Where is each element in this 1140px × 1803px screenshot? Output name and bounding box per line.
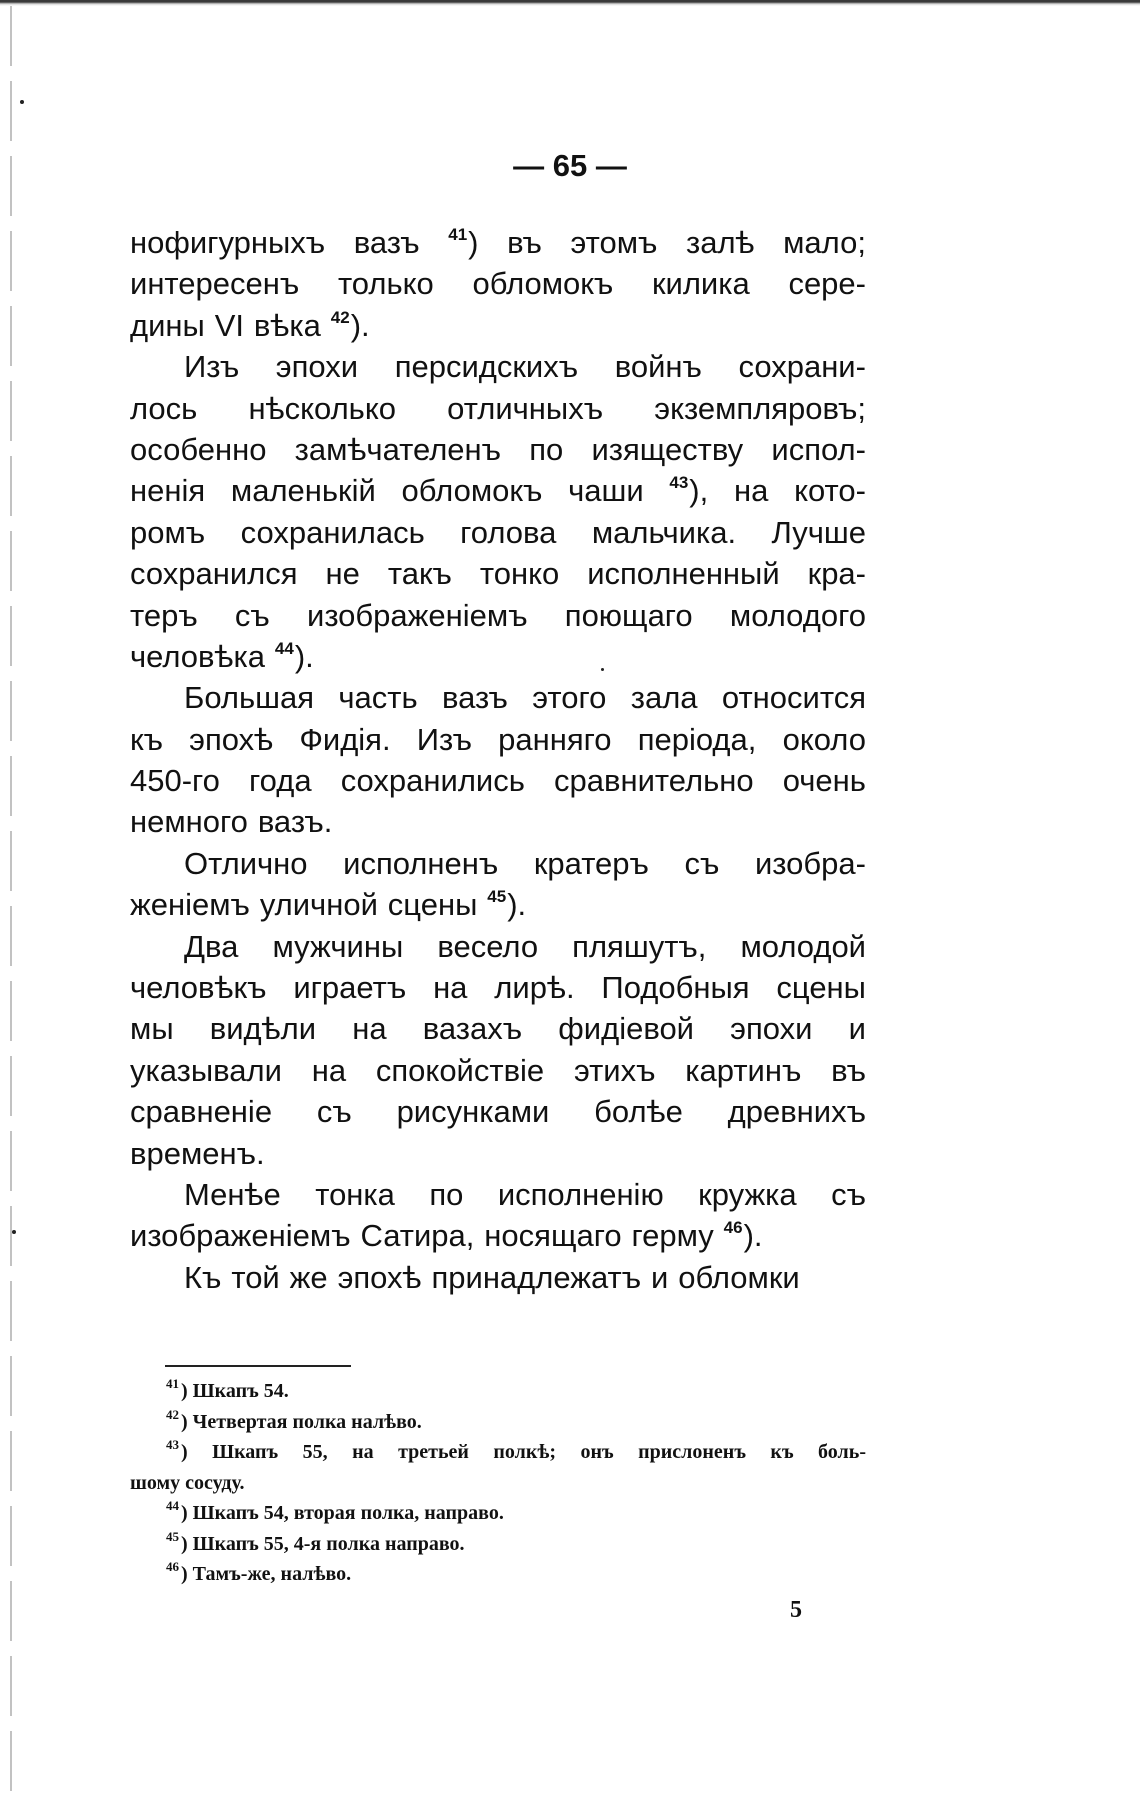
word: съ (234, 597, 270, 633)
word: лирѣ. (494, 970, 575, 1006)
word: VI (214, 307, 245, 343)
word: вазъ (442, 680, 508, 716)
footnote-line (130, 1407, 866, 1438)
paragraph (130, 926, 866, 1174)
footnote-mark: 46 (166, 1559, 179, 1574)
word: сохрани- (738, 349, 866, 385)
word: же (289, 1259, 328, 1295)
footnote-ref-number: 45 (487, 887, 507, 907)
scan-edge-top (0, 0, 1140, 6)
text-line (130, 801, 866, 842)
word: древнихъ (727, 1094, 866, 1130)
word: болѣе (594, 1094, 683, 1130)
text-line (130, 760, 866, 801)
word: обломокъ (472, 266, 614, 302)
word: молодого (729, 597, 866, 633)
word: тонка (315, 1176, 395, 1212)
word: изяществу (591, 431, 744, 467)
paragraph (130, 346, 866, 677)
text-line (130, 470, 866, 511)
word: сохранились (340, 763, 525, 799)
word: человѣкъ (130, 970, 267, 1006)
word: Менѣе (184, 1176, 281, 1212)
word: Изъ (184, 349, 240, 385)
word: этихъ (573, 1052, 656, 1088)
word: такъ (387, 556, 452, 592)
word: мужчины (272, 928, 404, 964)
word: залѣ (685, 225, 755, 260)
word: маленькій (230, 473, 376, 509)
word: по (529, 431, 564, 467)
footnote-line (130, 1498, 866, 1529)
footnote-reference: $^{46}$). (723, 1218, 763, 1254)
word: лось (130, 390, 198, 426)
footnote-text: ) Тамъ-же, налѣво. (181, 1563, 352, 1585)
word: вазъ. (257, 804, 333, 840)
word: килика (651, 266, 750, 302)
word: носящаго (484, 1218, 622, 1254)
footnote-line (130, 1468, 866, 1499)
word: сравнительно (554, 763, 754, 799)
word: и (651, 1259, 669, 1295)
word: испол- (771, 431, 866, 467)
footnote-text: шому сосуду. (130, 1471, 245, 1494)
word: рисунками (396, 1094, 550, 1130)
word: съ (831, 1176, 866, 1212)
word: герму (631, 1218, 714, 1254)
word: періода, (637, 721, 757, 757)
word: сере- (788, 266, 866, 302)
text-line (130, 884, 866, 925)
word: мы (130, 1011, 174, 1047)
word: Фидія. (299, 721, 391, 757)
word: кратеръ (533, 845, 649, 881)
word: Къ (184, 1259, 222, 1295)
text-line (130, 222, 866, 263)
footnote-text: ) Шкапъ 55, 4-я полка направо. (181, 1532, 465, 1555)
word: съ (684, 845, 720, 881)
word: кра- (807, 556, 866, 592)
text-line (130, 719, 866, 760)
word: на (311, 1052, 347, 1088)
word: немного (130, 804, 248, 840)
word: замѣчателенъ (294, 431, 502, 467)
word: отличныхъ (447, 390, 604, 426)
text-line (130, 636, 866, 677)
word: тонко (479, 556, 560, 592)
page-number-top: — 65 — (513, 148, 627, 183)
word: въ (831, 1052, 866, 1088)
footnote-mark: 44 (166, 1498, 179, 1513)
word: Сатира, (360, 1218, 475, 1254)
paragraph (130, 677, 866, 843)
footnote-ref-number: 46 (723, 1218, 743, 1238)
word: войнъ (614, 349, 702, 385)
footnote-mark: 45 (166, 1528, 179, 1544)
text-line (130, 1091, 866, 1132)
word: исполненный (587, 556, 780, 592)
word: играетъ (293, 970, 407, 1006)
word: указывали (130, 1052, 282, 1088)
footnote-line (130, 1529, 866, 1560)
word: изображеніемъ (307, 597, 528, 633)
word: мальчика. (591, 514, 737, 550)
word: мало; (783, 225, 866, 260)
word: эпохѣ (189, 721, 274, 757)
footnotes (130, 1376, 866, 1590)
word: вазахъ (422, 1011, 523, 1047)
word: женіемъ (130, 887, 250, 923)
word: чаши (568, 473, 644, 509)
text-line (130, 967, 866, 1008)
word: на (352, 1011, 387, 1047)
word: кружка (698, 1176, 797, 1212)
word: около (782, 721, 866, 757)
footnote-ref-number: 41 (448, 225, 468, 244)
word: сохранилась (240, 514, 425, 550)
word: исполненъ (343, 845, 499, 881)
word: особенно (130, 431, 267, 467)
text-line (130, 1174, 866, 1215)
footnote-mark: 42 (166, 1406, 179, 1422)
word: по (429, 1176, 464, 1212)
text-line (130, 1215, 866, 1256)
footnote-reference: $^{41}$) (448, 225, 479, 260)
word: сравненіе (130, 1094, 273, 1130)
footnote-line (130, 1437, 866, 1468)
word: очень (782, 763, 866, 799)
word: изобра- (754, 845, 866, 881)
word: весело (437, 928, 539, 964)
footnote-rule (165, 1365, 351, 1367)
word: на (433, 970, 468, 1006)
text-line (130, 553, 866, 594)
word: той (231, 1259, 280, 1295)
word: исполненію (497, 1176, 664, 1212)
word: человѣка (130, 638, 265, 674)
word: картинъ (685, 1052, 802, 1088)
word: принадлежатъ (431, 1259, 642, 1295)
word: сцены (387, 887, 478, 923)
paragraph (130, 843, 866, 926)
word: относится (721, 680, 866, 716)
word: дины (130, 307, 205, 343)
word: эпохи (730, 1011, 813, 1047)
paragraph (130, 1257, 866, 1298)
word: Подобныя (601, 970, 750, 1006)
word: кото- (794, 473, 866, 509)
text-line (130, 843, 866, 884)
footnote-ref-number: 42 (330, 307, 350, 327)
word: Два (184, 928, 239, 964)
word: Изъ (416, 721, 472, 757)
footnote-reference: $^{43}$), (669, 473, 709, 509)
word: видѣли (209, 1011, 317, 1047)
word: Лучше (771, 514, 866, 550)
word: этого (532, 680, 607, 716)
word: эпохи (275, 349, 359, 385)
word: къ (130, 721, 163, 757)
text-line (130, 512, 866, 553)
footnote-line (130, 1559, 866, 1590)
word: эпохѣ (337, 1259, 422, 1295)
word: сохранился (130, 556, 298, 592)
word: не (325, 556, 360, 592)
footnote-text: ) Четвертая полка налѣво. (181, 1410, 422, 1433)
word: ненія (130, 473, 206, 509)
word: ранняго (498, 721, 612, 757)
text-line (130, 1050, 866, 1091)
text-line (130, 429, 866, 470)
footnote-ref-number: 43 (669, 473, 689, 493)
word: и (848, 1011, 866, 1047)
word: часть (338, 680, 418, 716)
word: этомъ (570, 225, 658, 260)
word: только (337, 266, 434, 302)
signature-mark: 5 (790, 1597, 802, 1623)
text-line (130, 1257, 866, 1298)
word: поющаго (564, 597, 693, 633)
footnote-ref-number: 44 (274, 638, 294, 658)
footnote-mark: 43 (166, 1437, 179, 1452)
word: Отлично (184, 845, 308, 881)
word: года (249, 763, 312, 799)
word: спокойствіе (375, 1052, 545, 1088)
scan-edge-left (10, 6, 12, 1796)
text-line (130, 926, 866, 967)
footnote-mark: 41 (166, 1376, 179, 1391)
word: 450-го (130, 763, 220, 799)
word: нѣсколько (248, 390, 396, 426)
text-line (130, 1133, 866, 1174)
word: обломки (678, 1259, 800, 1295)
text-line (130, 677, 866, 718)
word: въ (507, 225, 542, 260)
text-line (130, 346, 866, 387)
word: молодой (740, 928, 866, 964)
text-line (130, 305, 866, 346)
word: пляшутъ, (572, 928, 707, 964)
word: изображеніемъ (130, 1218, 351, 1254)
word: теръ (130, 597, 198, 633)
body-text (130, 222, 866, 1298)
text-line (130, 1008, 866, 1049)
word: ромъ (130, 514, 206, 550)
footnote-text: ) Шкапъ 54, вторая полка, направо. (181, 1502, 504, 1524)
word: персидскихъ (394, 349, 579, 385)
word: интересенъ (130, 266, 300, 302)
footnote-reference: $^{42}$). (330, 307, 370, 343)
word: съ (316, 1094, 352, 1130)
text-line (130, 263, 866, 304)
word: сцены (776, 970, 866, 1006)
footnote-text: ) Шкапъ 54. (181, 1380, 289, 1402)
word: на (733, 473, 769, 509)
word: вѣка (253, 307, 321, 343)
text-line (130, 595, 866, 636)
word: нофигурныхъ (130, 225, 326, 260)
text-line (130, 388, 866, 429)
word: голова (460, 514, 557, 550)
paragraph (130, 1174, 866, 1257)
word: фидіевой (558, 1011, 694, 1047)
word: уличной (259, 887, 378, 923)
word: обломокъ (401, 473, 543, 509)
word: Большая (184, 680, 315, 716)
word: экземпляровъ; (654, 390, 866, 426)
paragraph (130, 222, 866, 346)
footnote-reference: $^{44}$). (274, 638, 314, 674)
footnote-line (130, 1376, 866, 1407)
footnote-text: ) Шкапъ 55, на третьей полкѣ; онъ прислоненъ къ боль- (181, 1441, 866, 1463)
scan-speck (20, 100, 24, 104)
word: временъ. (130, 1135, 265, 1171)
scan-speck (12, 1230, 16, 1234)
footnote-reference: $^{45}$). (487, 887, 527, 923)
word: вазъ (353, 225, 420, 260)
word: зала (630, 680, 698, 716)
